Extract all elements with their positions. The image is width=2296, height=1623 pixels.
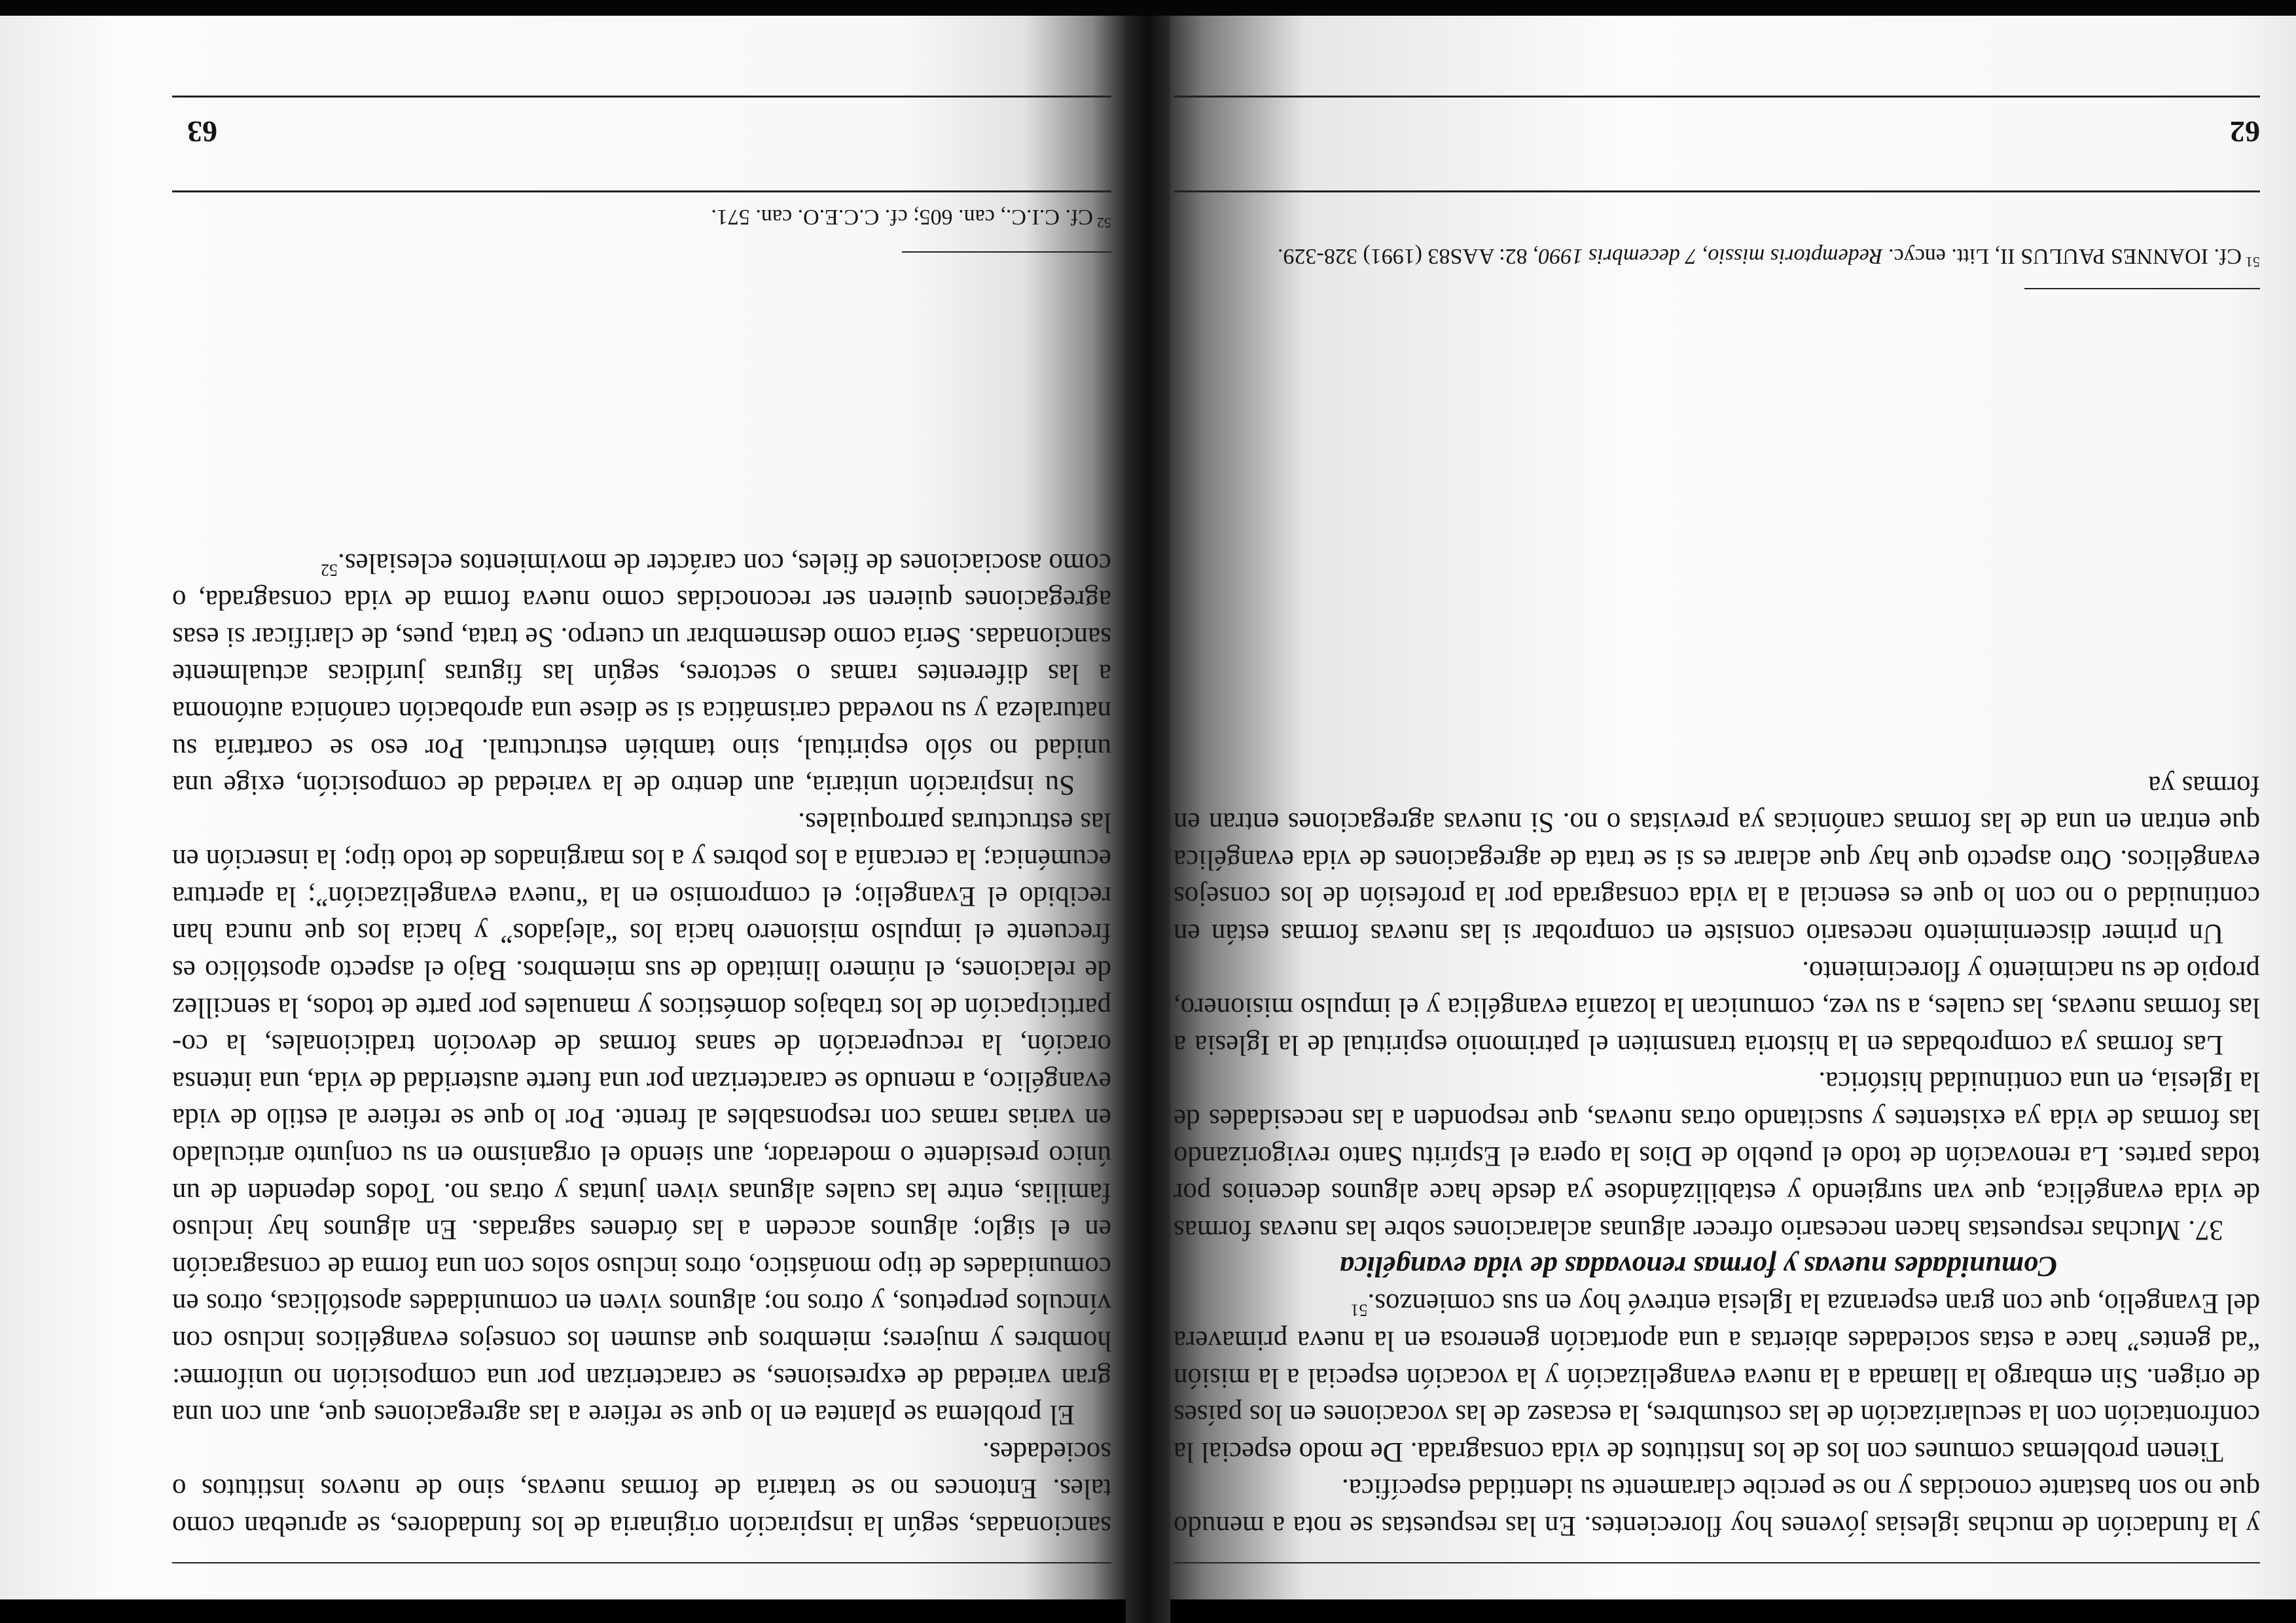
header-rule (172, 1562, 1111, 1563)
footnote-51 (1239, 242, 2260, 270)
section-heading: Comunidades nuevas y formas renovadas de vida evangélica (1339, 1250, 2058, 1283)
footnote-rule (2024, 288, 2260, 289)
footnote-title: Redemptoris missio, 7 decembris 1990 (1538, 244, 1883, 268)
page-62 (1170, 16, 2296, 1599)
header-rule (1174, 1562, 2260, 1563)
footnote-number: 52 (1097, 215, 1111, 232)
paragraph-text: Su inspiración unitaria, aun dentro de la variedad de composición, exige una unidad no sólo espiritual, sino también estructural. Por eso se coartaría su naturaleza y su novedad carismática si se diese una aprobación canónica autónoma a las diferentes ramas o sectores, según las figuras jurídicas actualmente sancionadas. Sería como desmembrar un cuerpo. Se trata, pues, de clarificar si esas agregaciones quieren ser reconocidas como nueva forma de vida consagrada, o como asociaciones de fieles, con carácter de movimientos eclesiales. (172, 547, 1111, 801)
page-63 (0, 16, 1126, 1599)
body-text-63 (172, 544, 1111, 1544)
footer-rule-bottom (1174, 96, 2260, 98)
paragraph: El problema se plantea en lo que se refiere a las agregaciones que, aun con una gran variedad de expresiones, se caracterizan por una composición no uniforme: hombres y mujeres; miembros que asumen los consejos evangélicos incluso con vínculos perpetuos, y otros no; algunos viven en comunidades apostólicas, otros en comunidades de tipo monástico, otros incluso solos con una forma de consagración en el siglo; algunos acceden a las órdenes sagradas. En algunos hay incluso familias, entre las cuales algunas viven juntas y otras no. Todos dependen de un único presidente o moderador, aun siendo el organismo en su conjunto articulado en varias ramas con responsables al frente. Por lo que se refiere al estilo de vida evangélico, a menudo se caracterizan por una fuerte austeridad de vida, una intensa oración, la recuperación de sanas formas de devoción tradicionales, la co-participación de los trabajos domésticos y manuales por parte de todos, la sencillez de relaciones, el número limitado de sus miembros. Bajo el aspecto apostólico es frecuente el impulso misionero hacia los “alejados” y hacia los que nunca han recibido el Evangelio; el compromiso en la “nueva evangelización”; la apertura ecuménica; la cercanía a los pobres y a los marginados de todo tipo; la inserción en las estructuras parroquiales. (172, 806, 1111, 1431)
paragraph (172, 544, 1111, 803)
body-text-62 (1174, 766, 2260, 1544)
footnote-ref: 52 (321, 560, 338, 579)
page-number: 63 (187, 115, 217, 149)
paragraph-continued: y la fundación de muchas iglesias jóvenes hoy florecientes. En las respuestas se nota a menudo que no son bastante conocidas y no se percibe claramente su identidad específica. (1174, 1473, 2260, 1541)
footer-rule-top (172, 190, 1111, 192)
book-gutter (1126, 0, 1170, 1623)
paragraph: Las formas ya comprobadas en la historia transmiten el patrimonio espiritual de la Iglesia a las formas nuevas, las cuales, a su vez, comunican la lozanía evangélica y el impulso misionero, propio de su nacimiento y florecimiento. (1174, 955, 2260, 1060)
footnote-text: Cf. C.I.C., can. 605; cf. C.C.E.O. can. 571. (711, 205, 1093, 229)
paragraph (1174, 1285, 2260, 1470)
paragraph-text: Tienen problemas comunes con los de los Institutos de vida consagrada. De modo especial la confrontación con la secularización de las costumbres, la escasez de las vocaciones en los países de origen. Sin embargo la llamada a la nueva evangelización y la vocación especial a la misión “ad gentes” hace a estas sociedades abiertas a una aportación generosa en la nueva primavera del Evangelio, que con gran esperanza la Iglesia entrevé hoy en sus comienzos. (1174, 1288, 2260, 1467)
footer-rule-bottom (172, 96, 1111, 98)
paragraph: Un primer discernimiento necesario consiste en comprobar si las nuevas formas están en continuidad o no con lo que es esencial a la vida consagrada por la profesión de los consejos evangélicos. Otro aspecto que hay que aclarar es si se trata de agregaciones de vida evangélica que entran en una de las formas canónicas ya previstas o no. Si nuevas agregaciones entran en formas ya (1174, 770, 2260, 950)
footnote-prefix: Cf. IOANNES PAULUS II, Litt. encyc. (1882, 244, 2242, 268)
page-number: 62 (2230, 115, 2260, 149)
footnote-52 (195, 203, 1111, 230)
footnote-ref: 51 (1350, 1300, 1368, 1320)
paragraph: 37. Muchas respuestas hacen necesario ofrecer algunas aclaraciones sobre las nuevas formas de vida evangélica, que van surgiendo y estabilizándose ya desde hace algunos decenios por todas partes. La renovación de todo el pueblo de Dios la opera el Espíritu Santo revigorizando las formas de vida ya existentes y suscitando otras nuevas, que responden a las necesidades de la Iglesia, en una continuidad histórica. (1174, 1066, 2260, 1245)
paragraph-continued: sancionadas, según la inspiración originaria de los fundadores, se aprueban como tales. Entonces no se trataría de formas nuevas, sino de nuevos institutos o sociedades. (172, 1436, 1111, 1541)
footnote-rule (902, 251, 1111, 253)
scan-edge (0, 0, 2296, 16)
footnote-number: 51 (2246, 254, 2260, 271)
footer-rule-top (1174, 190, 2260, 192)
footnote-suffix: , 82: AAS83 (1991) 328-329. (1278, 244, 1539, 268)
